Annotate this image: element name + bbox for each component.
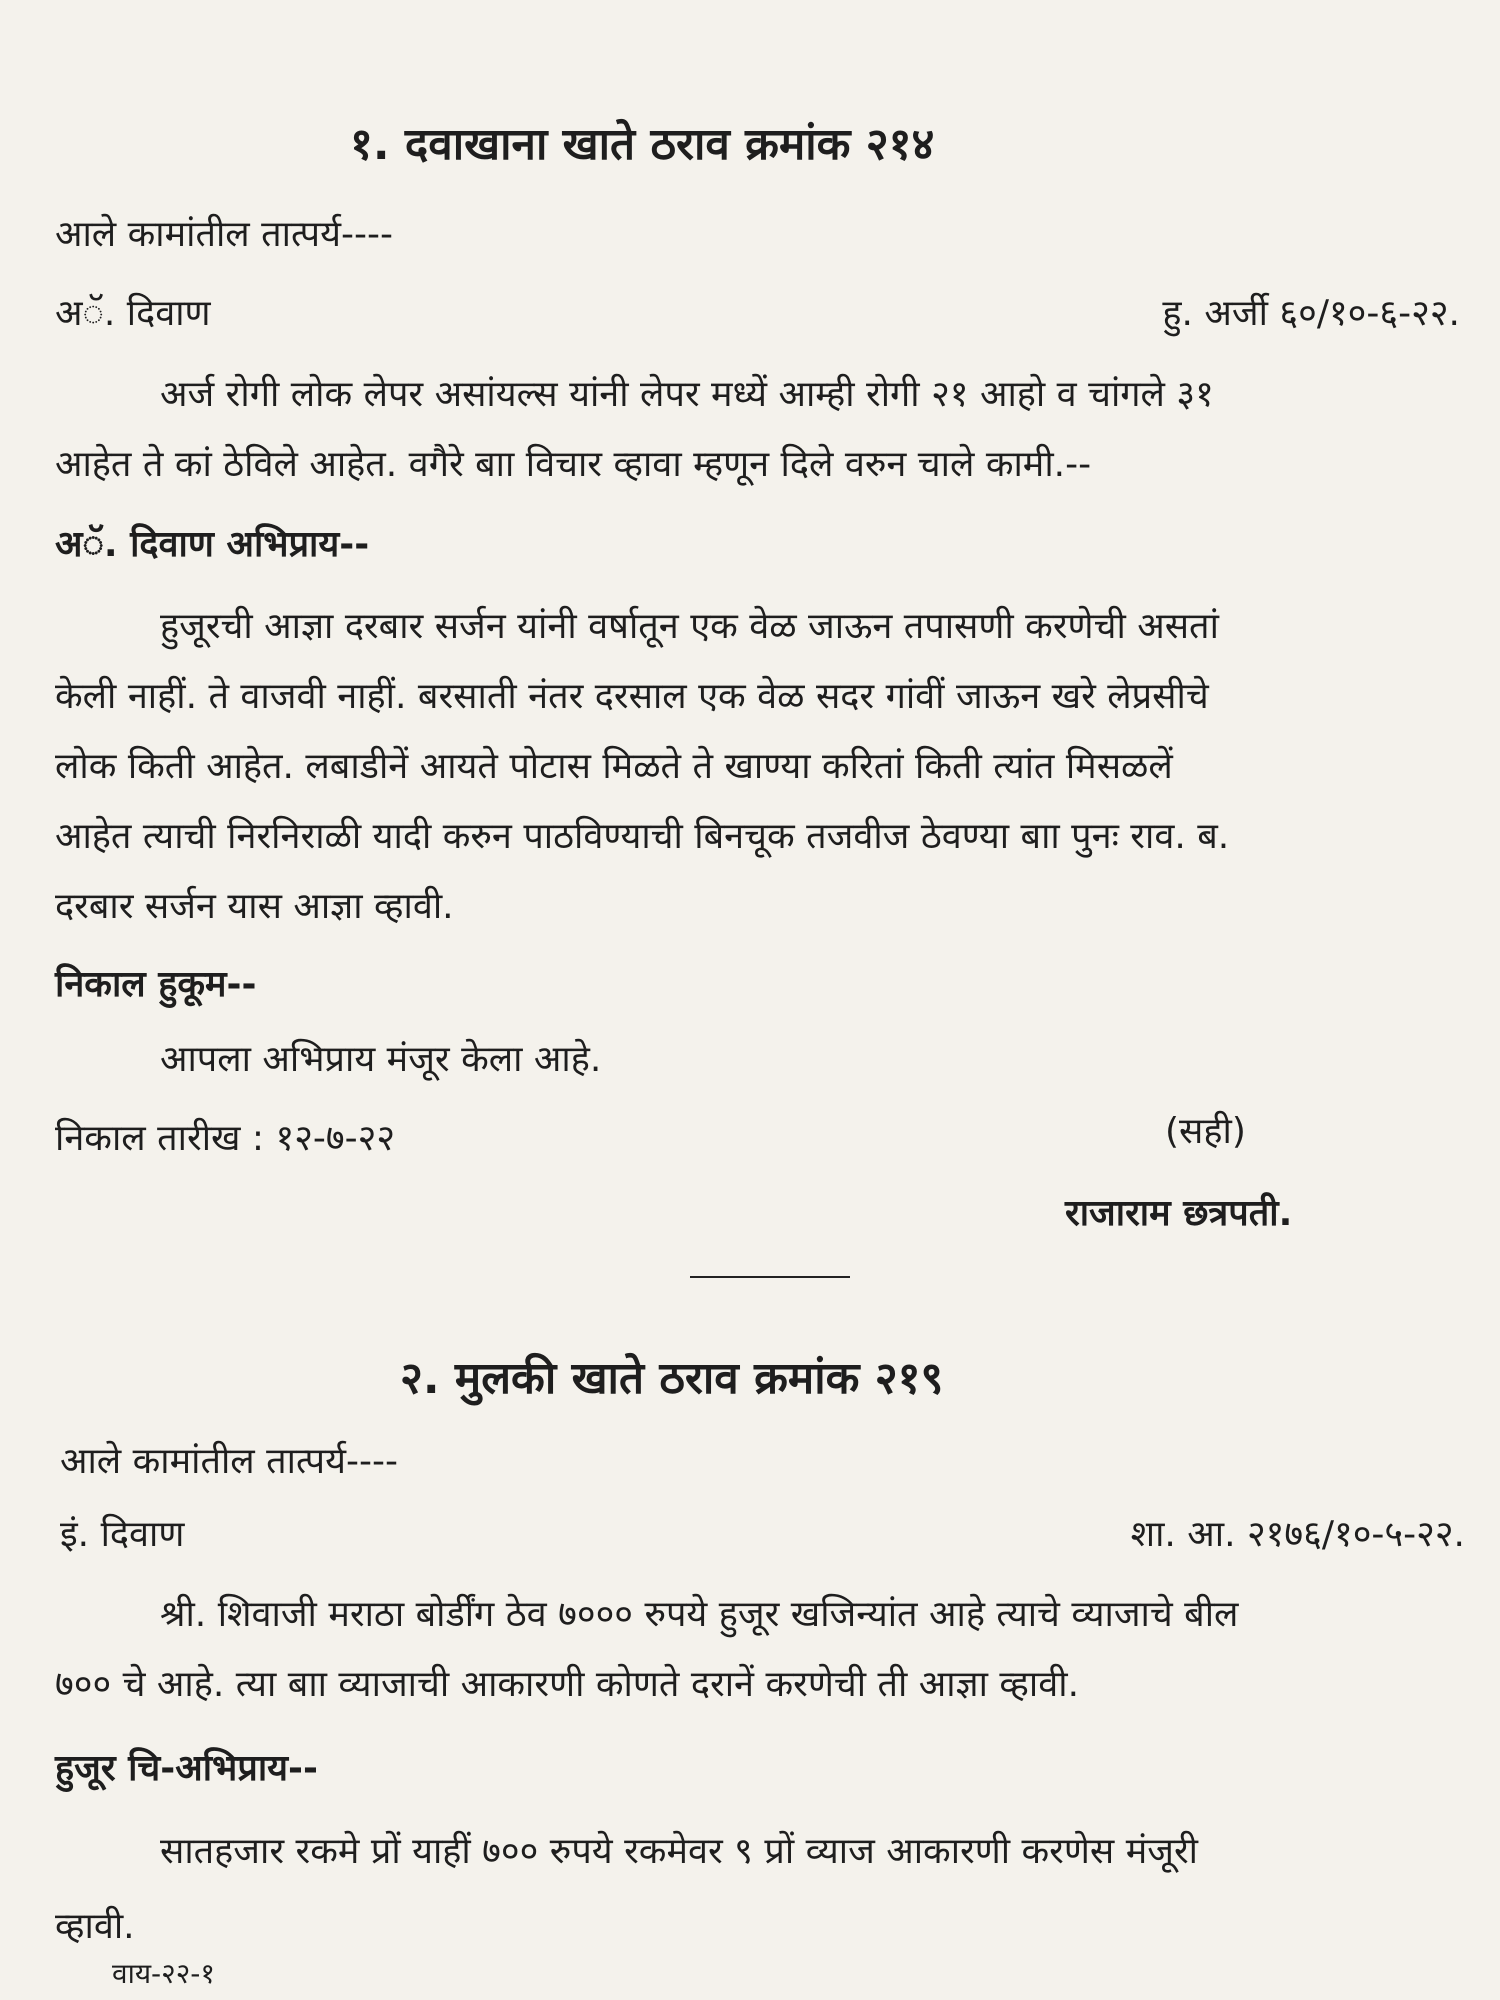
- section-divider: [690, 1276, 850, 1278]
- section1-order-label: निकाल हुकूम--: [55, 964, 257, 1005]
- section1-opinion-line-3: लोक किती आहेत. लबाडीनें आयते पोटास मिळते ते खाण्या करितां किती त्यांत मिसळलें: [55, 746, 1173, 787]
- page-footer-code: वाय-२२-१: [112, 1957, 215, 1990]
- section1-opinion-line-5: दरबार सर्जन यास आज्ञा व्हावी.: [55, 886, 454, 927]
- section1-ref: हु. अर्जी ६०/१०-६-२२.: [1162, 293, 1460, 334]
- section2-summary-label: आले कामांतील तात्पर्य----: [60, 1441, 398, 1482]
- section2-opinion-line-2: व्हावी.: [55, 1906, 135, 1947]
- section1-body-line-2: आहेत ते कां ठेविले आहेत. वगैरे बाा विचार व्हावा म्हणून दिले वरुन चाले कामी.--: [55, 444, 1092, 485]
- section2-body-line-1: श्री. शिवाजी मराठा बोर्डींग ठेव ७००० रुपये हुजूर खजिन्यांत आहे त्याचे व्याजाचे बील: [160, 1594, 1239, 1635]
- section1-date: निकाल तारीख : १२-७-२२: [55, 1118, 396, 1159]
- section1-opinion-line-2: केली नाहीं. ते वाजवी नाहीं. बरसाती नंतर दरसाल एक वेळ सदर गांवीं जाऊन खरे लेप्रसीचे: [55, 676, 1209, 717]
- section1-summary-label: आले कामांतील तात्पर्य----: [55, 214, 393, 255]
- section1-from: अॅ. दिवाण: [55, 293, 211, 334]
- section2-heading: २. मुलकी खाते ठराव क्रमांक २१९: [400, 1353, 944, 1404]
- section2-opinion-line-1: सातहजार रकमे प्रों याहीं ७०० रुपये रकमेवर ९ प्रों व्याज आकारणी करणेस मंजूरी: [160, 1831, 1199, 1872]
- section1-opinion-line-1: हुजूरची आज्ञा दरबार सर्जन यांनी वर्षातून एक वेळ जाऊन तपासणी करणेची असतां: [160, 606, 1219, 647]
- section1-signed: (सही): [1165, 1111, 1246, 1152]
- section1-body-line-1: अर्ज रोगी लोक लेपर असांयल्स यांनी लेपर मध्यें आम्ही रोगी २१ आहो व चांगले ३१: [160, 374, 1214, 415]
- section2-opinion-label: हुजूर चि-अभिप्राय--: [55, 1748, 318, 1789]
- section1-opinion-label: अॅ. दिवाण अभिप्राय--: [55, 524, 370, 565]
- section2-from: इं. दिवाण: [60, 1514, 185, 1555]
- section2-body-line-2: ७०० चे आहे. त्या बाा व्याजाची आकारणी कोणते दरानें करणेची ती आज्ञा व्हावी.: [55, 1664, 1080, 1705]
- section1-heading: १. दवाखाना खाते ठराव क्रमांक २१४: [350, 119, 935, 170]
- section1-order-text: आपला अभिप्राय मंजूर केला आहे.: [160, 1039, 602, 1080]
- section1-signatory: राजाराम छत्रपती.: [1065, 1193, 1293, 1234]
- section1-opinion-line-4: आहेत त्याची निरनिराळी यादी करुन पाठविण्याची बिनचूक तजवीज ठेवण्या बाा पुनः राव. ब.: [55, 816, 1230, 857]
- section2-ref: शा. आ. २१७६/१०-५-२२.: [1130, 1514, 1465, 1555]
